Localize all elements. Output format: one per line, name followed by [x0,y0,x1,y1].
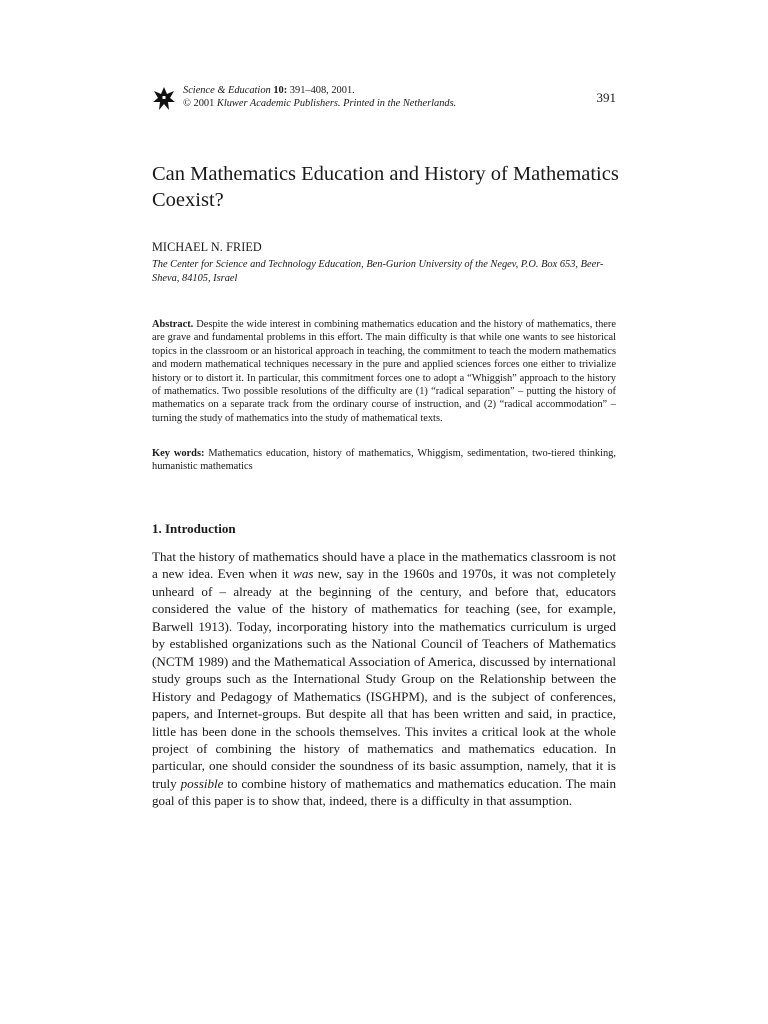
author-name: MICHAEL N. FRIED [152,240,262,254]
page-number: 391 [596,90,616,105]
paragraph-text-part-3: to combine history of mathematics and mathematics education. The main goal of this paper is to show that, indeed, there is a difficulty in that assumption. [152,775,616,809]
emphasis-was: was [293,566,314,582]
journal-name: Science & Education [183,85,271,96]
copyright-symbol: © [183,98,191,109]
section-heading: 1. Introduction [152,521,236,536]
emphasis-possible: possible [180,775,224,791]
abstract-label: Abstract. [152,319,194,330]
journal-citation [183,84,456,110]
journal-line-2 [183,97,456,110]
paragraph-text-part-1: That the history of mathematics should have a place in the mathematics classroom is not a new idea. Even when it [152,549,616,582]
publisher-logo-icon [152,86,176,114]
keywords-text: Mathematics education, history of mathematics, Whiggism, sedimentation, two-tiered thinking, humanistic mathematics [152,448,616,473]
keywords-label: Key words: [152,448,205,459]
author-affiliation: The Center for Science and Technology Education, Ben-Gurion University of the Negev, P.O. Box 653, Beer-Sheva, 84105, Israel [152,259,604,284]
publisher-line: Kluwer Academic Publishers. Printed in the Netherlands. [216,98,457,109]
abstract [152,318,616,425]
journal-volume: 10: [273,85,288,96]
introduction-paragraph [152,548,616,810]
running-header [152,84,616,124]
paragraph-text-part-2: new, say in the 1960s and 1970s, it was not completely unheard of – already at the beginning of the century, and before that, educators considered the value of the history of mathematics for teaching (see, for example, Barwell 1913). Today, incorporating history into the mathematics curriculum is urged by established organizations such as the National Council of Teachers of Mathematics (NCTM 1989) and the Mathematical Association of America, discussed by international study groups such as the International Study Group on the Relationship between the History and Pedagogy of Mathematics (ISGHPM), and is the subject of conferences, papers, and Internet-groups. But despite all that has been written and said, in practice, little has been done in the schools themselves. This invites a critical look at the whole project of combining the history of mathematics and mathematics education. In particular, one should consider the soundness of its basic assumption, namely, that it is truly [152,566,617,791]
paper-title: Can Mathematics Education and History of Mathematics Coexist? [152,163,619,211]
journal-pages-year: 391–408, 2001. [289,85,355,96]
keywords [152,447,616,474]
copyright-year: 2001 [193,98,215,109]
journal-line-1 [183,84,456,97]
abstract-text: Despite the wide interest in combining mathematics education and the history of mathematics, there are grave and fundamental problems in this effort. The main difficulty is that while one wants to see historical topics in the classroom or an historical approach in teaching, the commitment to teach the modern mathematics and modern mathematical techniques necessary in the pure and applied sciences forces one either to trivialize history or to distort it. In particular, this commitment forces one to adopt a “Whiggish” approach to the history of mathematics. Two possible resolutions of the difficulty are (1) “radical separation” – putting the history of mathematics on a separate track from the ordinary course of instruction, and (2) “radical accommodation” – turning the study of mathematics into the study of mathematical texts. [152,319,616,424]
